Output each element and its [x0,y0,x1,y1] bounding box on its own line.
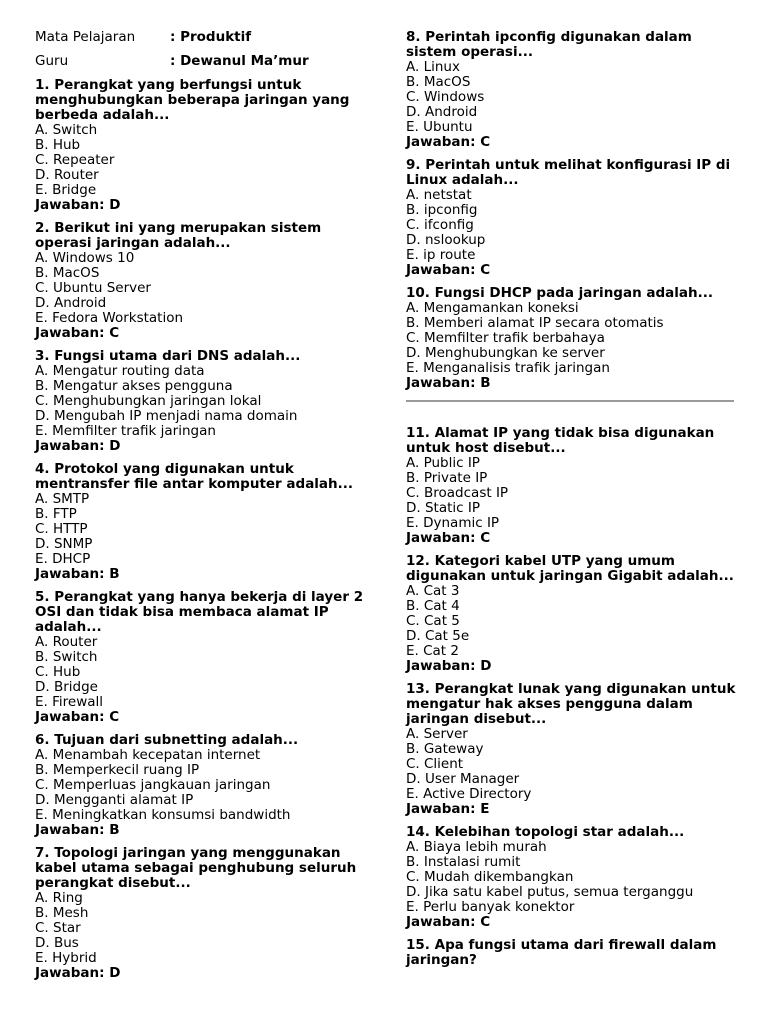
answer-option: A. Server [406,726,468,742]
section-divider [406,400,734,402]
answer-key: Jawaban: C [406,914,491,930]
answer-option: C. Hub [35,664,81,680]
answer-key: Jawaban: D [35,197,121,213]
question-text: 13. Perangkat lunak yang digunakan untuk mengatur hak akses pengguna dalam jaringan disebut... [406,681,736,727]
subject-row [35,30,375,45]
answer-key: Jawaban: D [35,965,121,981]
question-block [35,590,375,725]
question-block [35,462,375,582]
question-text: 8. Perintah ipconfig digunakan dalam sistem operasi... [406,29,692,60]
answer-option: D. Bus [35,935,79,951]
question-text: 12. Kategori kabel UTP yang umum digunakan untuk jaringan Gigabit adalah... [406,553,734,584]
answer-option: E. Memfilter trafik jaringan [35,423,216,439]
answer-option: E. Menganalisis trafik jaringan [406,360,610,376]
answer-option: A. Biaya lebih murah [406,839,547,855]
question-block [35,221,375,341]
answer-option: D. Cat 5e [406,628,470,644]
question-text: 5. Perangkat yang hanya bekerja di layer 2 OSI dan tidak bisa membaca alamat IP adalah... [35,589,364,635]
answer-option: B. Memberi alamat IP secara otomatis [406,315,664,331]
subject-label: Mata Pelajaran [35,29,136,45]
answer-option: E. Dynamic IP [406,515,500,531]
answer-option: B. Mesh [35,905,89,921]
answer-option: B. Gateway [406,741,484,757]
answer-key: Jawaban: B [406,375,491,391]
answer-option: A. SMTP [35,491,90,507]
answer-option: D. nslookup [406,232,486,248]
answer-option: A. Ring [35,890,83,906]
teacher-row [35,54,375,69]
answer-option: D. Mengganti alamat IP [35,792,194,808]
answer-option: E. Hybrid [35,950,97,966]
answer-option: C. Windows [406,89,485,105]
answer-option: B. Cat 4 [406,598,460,614]
answer-option: C. HTTP [35,521,88,537]
answer-option: B. Memperkecil ruang IP [35,762,200,778]
answer-key: Jawaban: B [35,822,120,838]
question-block [406,426,736,546]
answer-option: B. Instalasi rumit [406,854,521,870]
teacher-value: : Dewanul Ma’mur [170,53,309,69]
question-text: 14. Kelebihan topologi star adalah... [406,824,685,840]
left-column [35,30,375,989]
answer-option: D. Mengubah IP menjadi nama domain [35,408,298,424]
answer-option: E. Cat 2 [406,643,459,659]
answer-option: B. Mengatur akses pengguna [35,378,233,394]
question-block [406,286,736,391]
question-text: 7. Topologi jaringan yang menggunakan kabel utama sebagai penghubung seluruh perangkat disebut... [35,845,357,891]
question-text: 3. Fungsi utama dari DNS adalah... [35,348,301,364]
answer-option: C. Cat 5 [406,613,460,629]
answer-option: B. ipconfig [406,202,478,218]
right-column [406,30,736,976]
answer-option: E. Bridge [35,182,97,198]
question-text: 11. Alamat IP yang tidak bisa digunakan untuk host disebut... [406,425,715,456]
answer-option: D. SNMP [35,536,93,552]
question-block [406,554,736,674]
answer-option: C. ifconfig [406,217,474,233]
question-text: 2. Berikut ini yang merupakan sistem operasi jaringan adalah... [35,220,322,251]
answer-option: C. Broadcast IP [406,485,509,501]
answer-option: E. Meningkatkan konsumsi bandwidth [35,807,291,823]
answer-option: D. Router [35,167,99,183]
answer-option: B. FTP [35,506,77,522]
question-text: 9. Perintah untuk melihat konfigurasi IP di Linux adalah... [406,157,731,188]
answer-key: Jawaban: C [406,134,491,150]
answer-option: C. Memperluas jangkauan jaringan [35,777,271,793]
answer-option: A. Menambah kecepatan internet [35,747,261,763]
answer-option: A. Windows 10 [35,250,135,266]
answer-option: A. Mengamankan koneksi [406,300,579,316]
right-question-list-bottom [406,426,736,968]
question-block [35,733,375,838]
answer-option: E. Firewall [35,694,104,710]
answer-option: B. MacOS [406,74,471,90]
answer-option: A. netstat [406,187,472,203]
answer-option: A. Router [35,634,98,650]
question-block [406,30,736,150]
answer-option: E. Active Directory [406,786,532,802]
answer-option: A. Mengatur routing data [35,363,205,379]
answer-option: E. Fedora Workstation [35,310,184,326]
answer-key: Jawaban: C [406,530,491,546]
left-question-list [35,78,375,981]
question-block [35,78,375,213]
answer-option: E. Ubuntu [406,119,473,135]
answer-key: Jawaban: C [35,709,120,725]
subject-value: : Produktif [170,29,252,45]
answer-option: C. Repeater [35,152,115,168]
answer-option: E. DHCP [35,551,91,567]
question-text: 1. Perangkat yang berfungsi untuk menghubungkan beberapa jaringan yang berbeda adalah... [35,77,350,123]
answer-option: A. Switch [35,122,98,138]
answer-option: D. Menghubungkan ke server [406,345,605,361]
answer-option: D. Android [406,104,478,120]
answer-key: Jawaban: E [406,801,490,817]
answer-option: A. Cat 3 [406,583,460,599]
right-question-list-top [406,30,736,391]
question-text: 10. Fungsi DHCP pada jaringan adalah... [406,285,713,301]
answer-option: C. Mudah dikembangkan [406,869,574,885]
answer-option: E. Perlu banyak konektor [406,899,575,915]
question-block [35,349,375,454]
answer-option: B. Hub [35,137,81,153]
answer-option: A. Linux [406,59,460,75]
question-block [406,938,736,968]
answer-option: D. User Manager [406,771,520,787]
answer-option: B. MacOS [35,265,100,281]
answer-option: C. Ubuntu Server [35,280,151,296]
answer-option: C. Star [35,920,81,936]
answer-key: Jawaban: D [35,438,121,454]
question-block [406,158,736,278]
answer-option: E. ip route [406,247,476,263]
answer-option: D. Static IP [406,500,480,516]
question-text: 4. Protokol yang digunakan untuk mentransfer file antar komputer adalah... [35,461,354,492]
answer-key: Jawaban: B [35,566,120,582]
answer-option: C. Memfilter trafik berbahaya [406,330,605,346]
question-block [35,846,375,981]
question-block [406,825,736,930]
teacher-label: Guru [35,53,69,69]
answer-option: B. Private IP [406,470,488,486]
question-text: 6. Tujuan dari subnetting adalah... [35,732,299,748]
answer-option: A. Public IP [406,455,480,471]
answer-option: C. Menghubungkan jaringan lokal [35,393,262,409]
answer-option: D. Android [35,295,107,311]
answer-key: Jawaban: D [406,658,492,674]
answer-key: Jawaban: C [35,325,120,341]
answer-option: B. Switch [35,649,98,665]
question-block [406,682,736,817]
answer-option: C. Client [406,756,464,772]
question-text: 15. Apa fungsi utama dari firewall dalam jaringan? [406,937,717,968]
answer-key: Jawaban: C [406,262,491,278]
answer-option: D. Jika satu kabel putus, semua terganggu [406,884,694,900]
answer-option: D. Bridge [35,679,98,695]
